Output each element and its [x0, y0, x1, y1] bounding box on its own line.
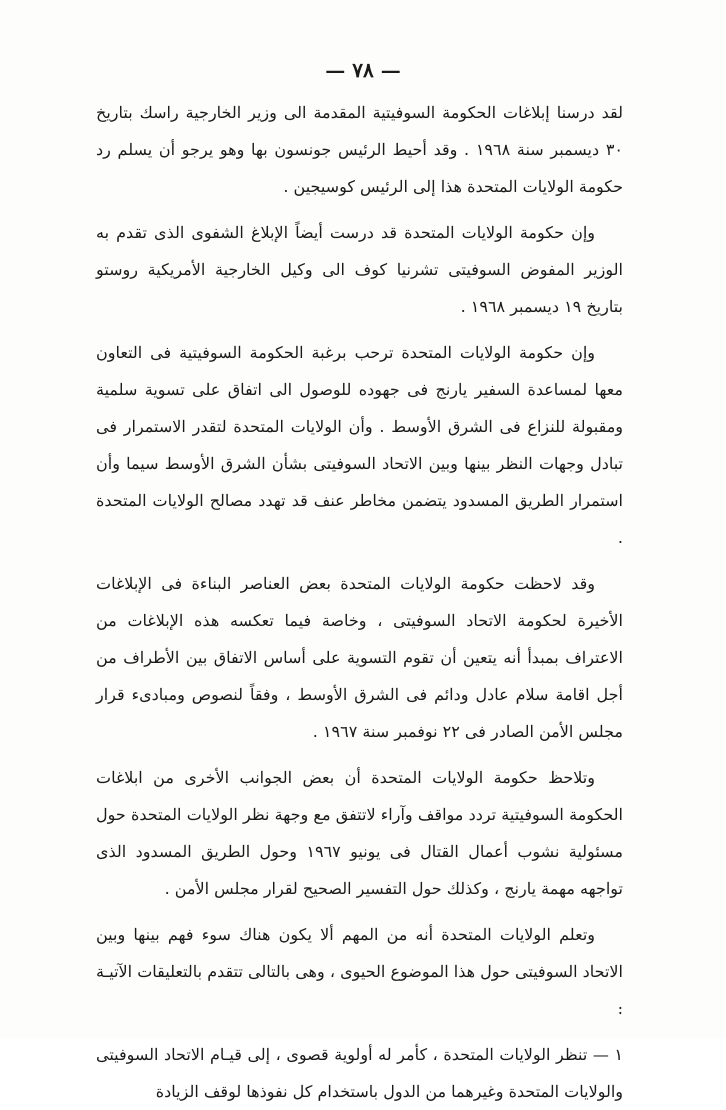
list-item-1: ١ — تنظر الولايات المتحدة ، كأمر له أولوية قصوى ، إلى قيـام الاتحاد السوفيتى والولايات المتحدة وغيرهما من الدول باستخدام كل نفوذها لوقف الزيادة	[96, 1045, 623, 1101]
body-text	[96, 94, 623, 1110]
paragraph-misunderstanding: وتعلم الولايات المتحدة أنه من المهم ألا يكون هناك سوء فهم بينها وبين الاتحاد السوفيتى حول هذا الموضوع الحيوى ، وهى بالتالى تتقدم بالتعليقات الآتيـة :	[96, 925, 623, 1018]
page-number: — ٧٨ —	[325, 58, 401, 82]
paragraph-constructive-elements: وقد لاحظت حكومة الولايات المتحدة بعض العناصر البناءة فى الإبلاغات الأخيرة لحكومة الاتحاد السوفيتى ، وخاصة فيما تعكسه هذه الإبلاغات من الاعتراف بمبدأ أنه يتعين أن تقوم التسوية على أساس الاتفاق بين الأطراف من أجل اقامة سلام عادل ودائم فى الشرق الأوسط ، وفقاً لنصوص ومبادىء قرار مجلس الأمن الصادر فى ٢٢ نوفمبر سنة ١٩٦٧ .	[96, 574, 623, 741]
paragraph-cooperation-welcome: وإن حكومة الولايات المتحدة ترحب برغبة الحكومة السوفيتية فى التعاون معها لمساعدة السفير يارنج فى جهوده للوصول الى اتفاق على تسوية سلمية ومقبولة للنزاع فى الشرق الأوسط . وأن الولايات المتحدة لتقدر الاستمرار فى تبادل وجهات النظر بينها وبين الاتحاد السوفيتى بشأن الشرق الأوسط سيما وأن استمرار الطريق المسدود يتضمن مخاطر عنف قد تهدد مصالح الولايات المتحدة .	[96, 343, 623, 547]
paragraph-other-aspects: وتلاحظ حكومة الولايات المتحدة أن بعض الجوانب الأخرى من ابلاغات الحكومة السوفيتية تردد مواقف وآراء لاتتفق مع وجهة نظر الولايات المتحدة حول مسئولية نشوب أعمال القتال فى يونيو ١٩٦٧ وحول الطريق المسدود الذى تواجهه مهمة يارنج ، وكذلك حول التفسير الصحيح لقرار مجلس الأمن .	[96, 768, 623, 898]
paragraph-rusk-communications: لقد درسنا إبلاغات الحكومة السوفيتية المقدمة الى وزير الخارجية راسك بتاريخ ٣٠ ديسمبر سنة ١٩٦٨ . وقد أحيط الرئيس جونسون بها وهو يرجو أن يسلم رد حكومة الولايات المتحدة هذا إلى الرئيس كوسيجين .	[96, 103, 624, 196]
paragraph-oral-communication: وإن حكومة الولايات المتحدة قد درست أيضاً الإبلاغ الشفوى الذى تقدم به الوزير المفوض السوفيتى تشرنيا كوف الى وكيل الخارجية الأمريكية روستو بتاريخ ١٩ ديسمبر ١٩٦٨ .	[96, 223, 623, 316]
